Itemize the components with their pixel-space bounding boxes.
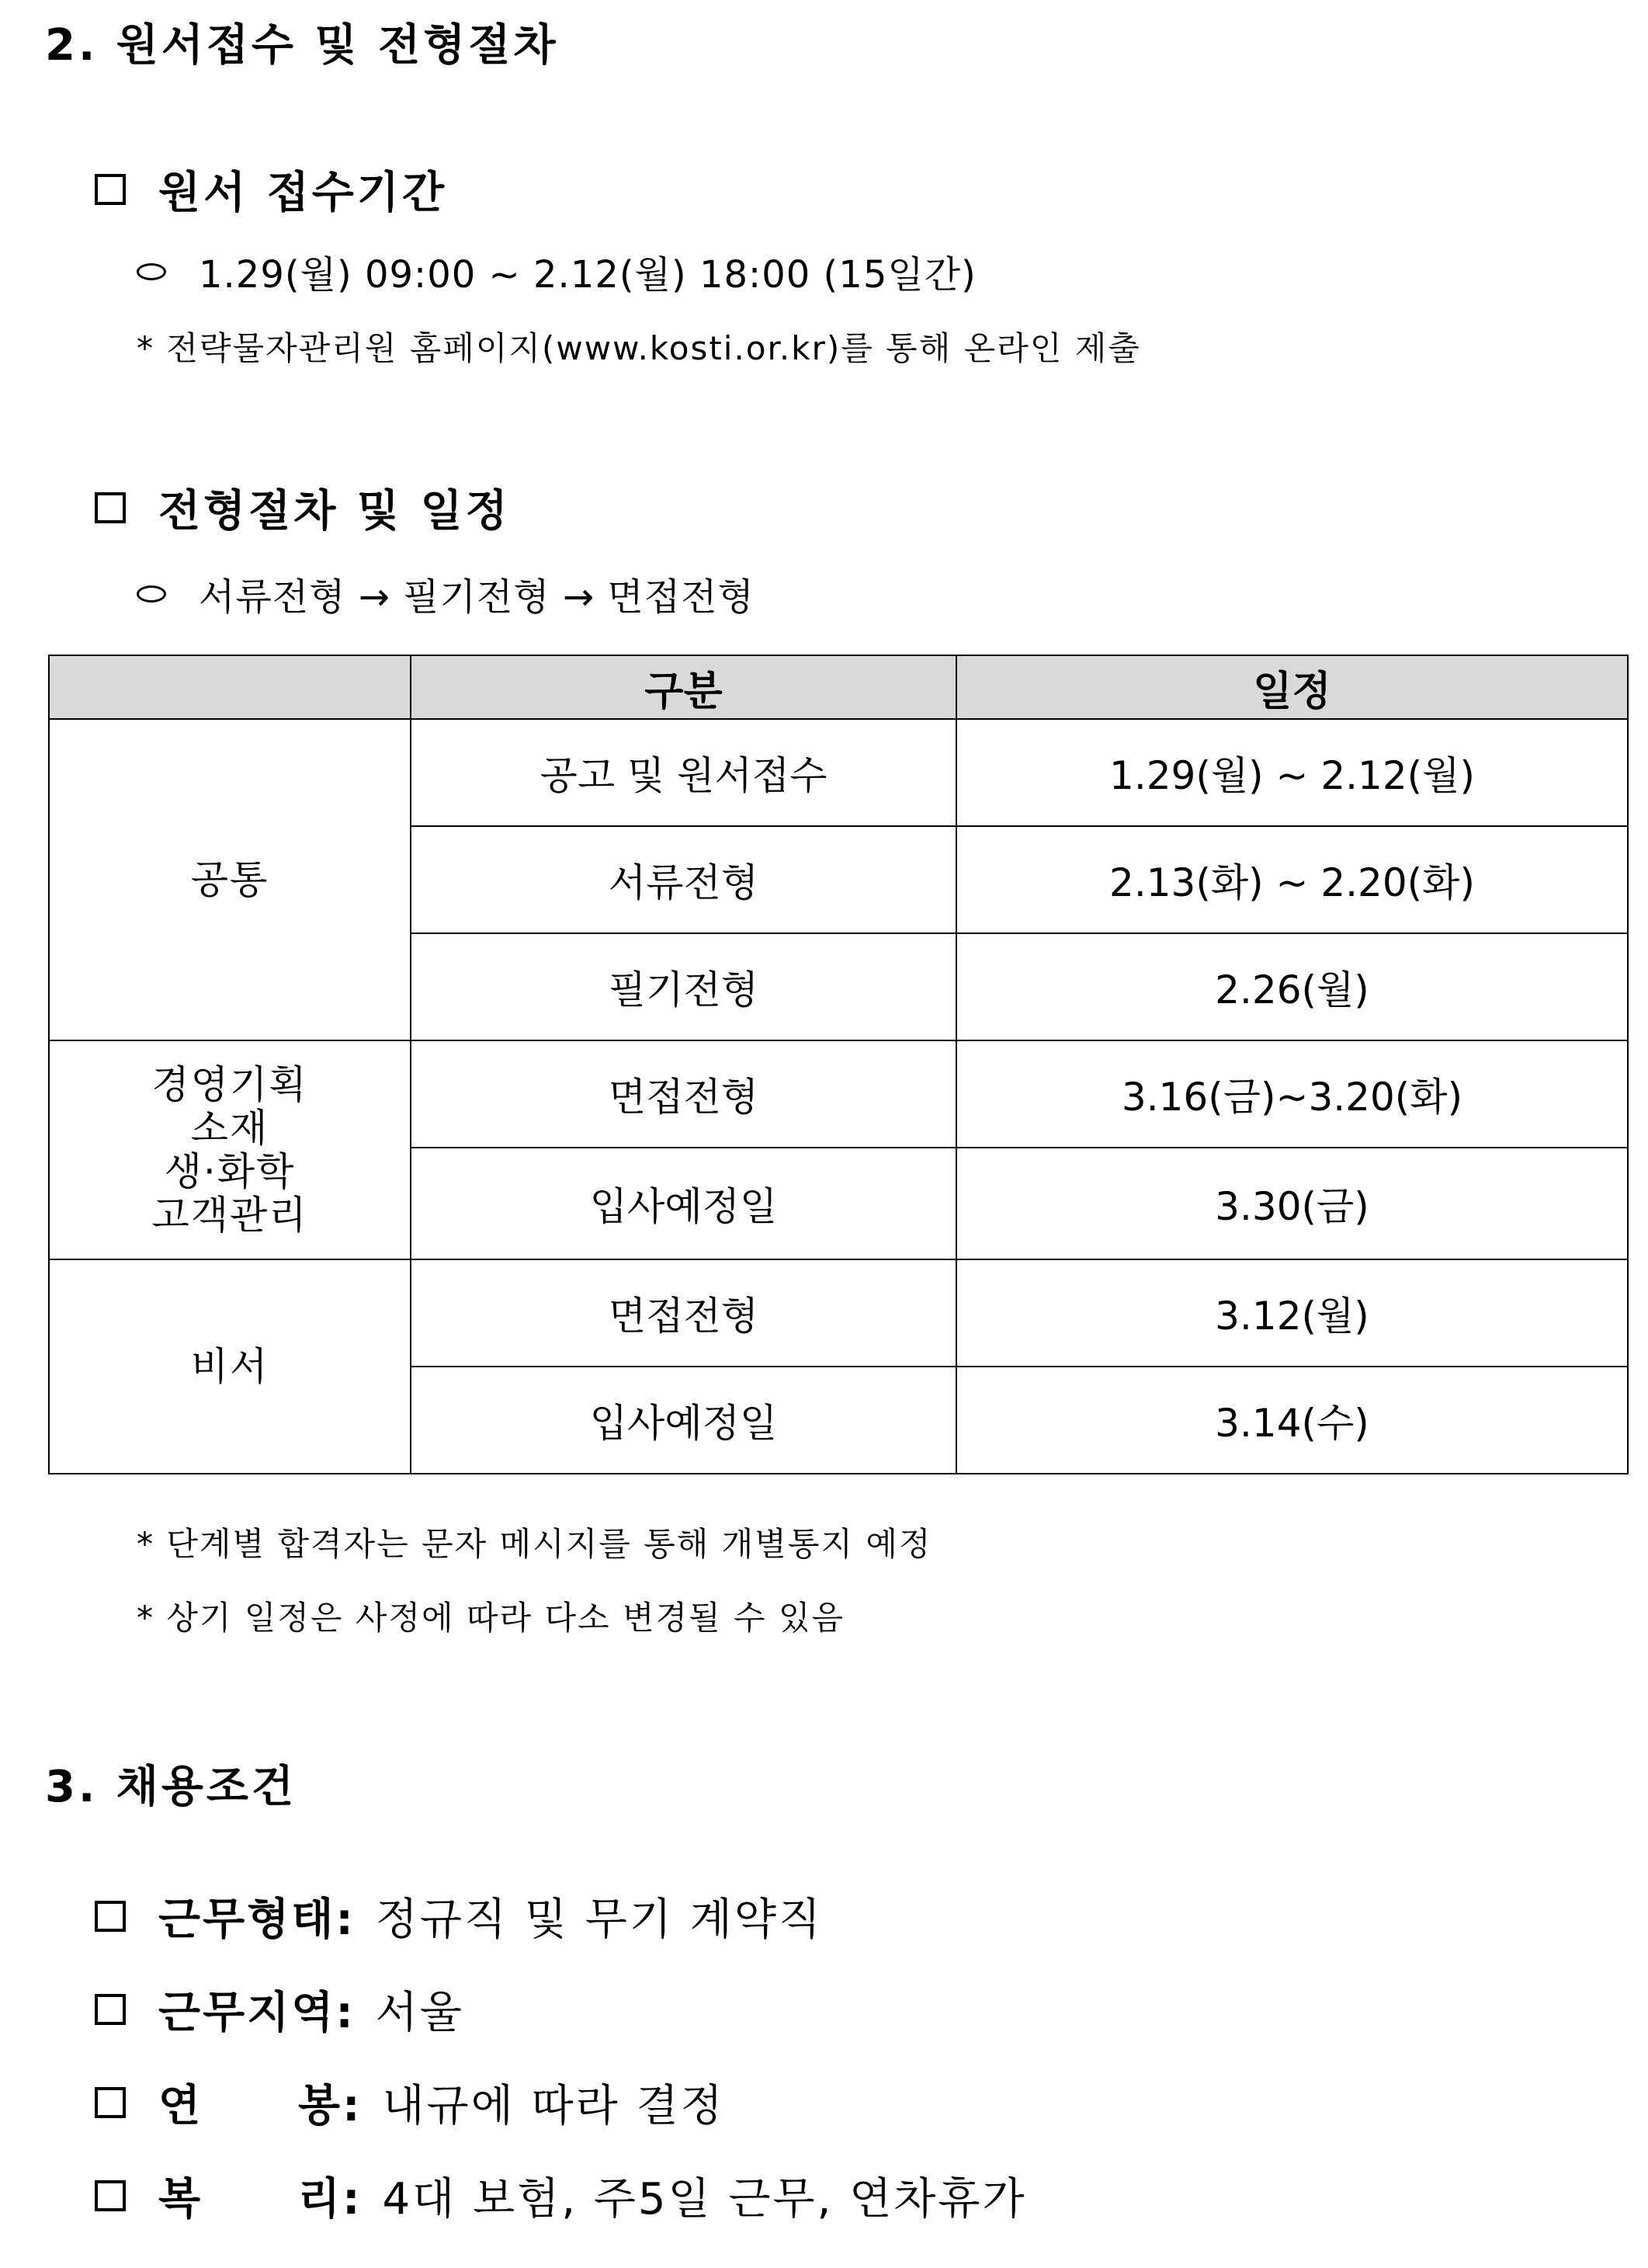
- date-cell: 2.13(화) ~ 2.20(화): [956, 826, 1628, 933]
- section-2-title: 2. 원서접수 및 전형절차: [45, 20, 559, 71]
- condition-label: 근무지역:: [158, 1988, 356, 2038]
- schedule-note-1: * 단계별 합격자는 문자 메시지를 통해 개별통지 예정: [137, 1525, 932, 1563]
- schedule-note-2: * 상기 일정은 사정에 따라 다소 변경될 수 있음: [137, 1599, 845, 1637]
- application-period: [137, 245, 977, 298]
- table-row: [49, 1259, 1628, 1367]
- checkbox-icon: [95, 492, 126, 523]
- condition-label: 연: [158, 2081, 203, 2131]
- schedule-table: [48, 655, 1629, 1474]
- step-cell: 입사예정일: [411, 1148, 956, 1259]
- group-cell-management: [49, 1040, 411, 1259]
- checkbox-icon: [95, 174, 126, 205]
- condition-value: 내규에 따라 결정: [382, 2081, 725, 2131]
- date-cell: 3.16(금)~3.20(화): [956, 1040, 1628, 1148]
- application-heading-label: 원서 접수기간: [158, 168, 448, 218]
- table-row: [49, 719, 1628, 826]
- process-flow: [137, 567, 755, 620]
- condition-value: 정규직 및 무기 계약직: [375, 1895, 824, 1945]
- condition-benefits: [95, 2165, 1027, 2227]
- checkbox-icon: [95, 2087, 126, 2118]
- step-cell: 면접전형: [411, 1040, 956, 1148]
- step-cell: 필기전형: [411, 933, 956, 1040]
- checkbox-icon: [95, 1994, 126, 2025]
- application-note: * 전략물자관리원 홈페이지(www.kosti.or.kr)를 통해 온라인 제출: [137, 329, 1141, 367]
- process-heading: [95, 477, 511, 539]
- table-header-category: 구분: [411, 655, 956, 719]
- circle-bullet-icon: [137, 263, 166, 280]
- condition-label: 복: [158, 2174, 203, 2225]
- group-name-line: 고객관리: [151, 1193, 308, 1238]
- group-cell-secretary: [49, 1259, 411, 1474]
- table-header-blank: [49, 655, 411, 719]
- step-cell: 서류전형: [411, 826, 956, 933]
- table-header-schedule: 일정: [956, 655, 1628, 719]
- condition-label-end: 리:: [298, 2174, 363, 2225]
- group-name-line: 공통: [190, 857, 269, 902]
- condition-value: 4대 보험, 주5일 근무, 연차휴가: [382, 2174, 1027, 2225]
- step-cell: 공고 및 원서접수: [411, 719, 956, 826]
- step-cell: 면접전형: [411, 1259, 956, 1367]
- group-name-line: 비서: [190, 1344, 269, 1389]
- date-cell: 3.30(금): [956, 1148, 1628, 1259]
- date-cell: 2.26(월): [956, 933, 1628, 1040]
- step-cell: 입사예정일: [411, 1367, 956, 1474]
- section-3-title: 3. 채용조건: [45, 1762, 297, 1812]
- group-cell-common: [49, 719, 411, 1040]
- table-row: [49, 1040, 1628, 1148]
- date-cell: 1.29(월) ~ 2.12(월): [956, 719, 1628, 826]
- date-cell: 3.14(수): [956, 1367, 1628, 1474]
- group-name-line: 생·화학: [164, 1149, 296, 1194]
- group-name-line: 경영기획: [151, 1062, 308, 1107]
- condition-value: 서울: [375, 1988, 464, 2038]
- process-flow-text: 서류전형 → 필기전형 → 면접전형: [199, 575, 755, 619]
- condition-work-location: [95, 1978, 464, 2041]
- group-name-line: 소재: [190, 1106, 269, 1151]
- table-header-row: [49, 655, 1628, 719]
- process-heading-label: 전형절차 및 일정: [158, 486, 511, 537]
- condition-employment-type: [95, 1885, 823, 1947]
- application-period-text: 1.29(월) 09:00 ~ 2.12(월) 18:00 (15일간): [199, 253, 977, 297]
- date-cell: 3.12(월): [956, 1259, 1628, 1367]
- condition-label-end: 봉:: [298, 2081, 363, 2131]
- checkbox-icon: [95, 1901, 126, 1932]
- condition-label: 근무형태:: [158, 1895, 356, 1945]
- checkbox-icon: [95, 2180, 126, 2211]
- circle-bullet-icon: [137, 585, 166, 603]
- application-heading: [95, 158, 447, 221]
- condition-salary: [95, 2072, 725, 2134]
